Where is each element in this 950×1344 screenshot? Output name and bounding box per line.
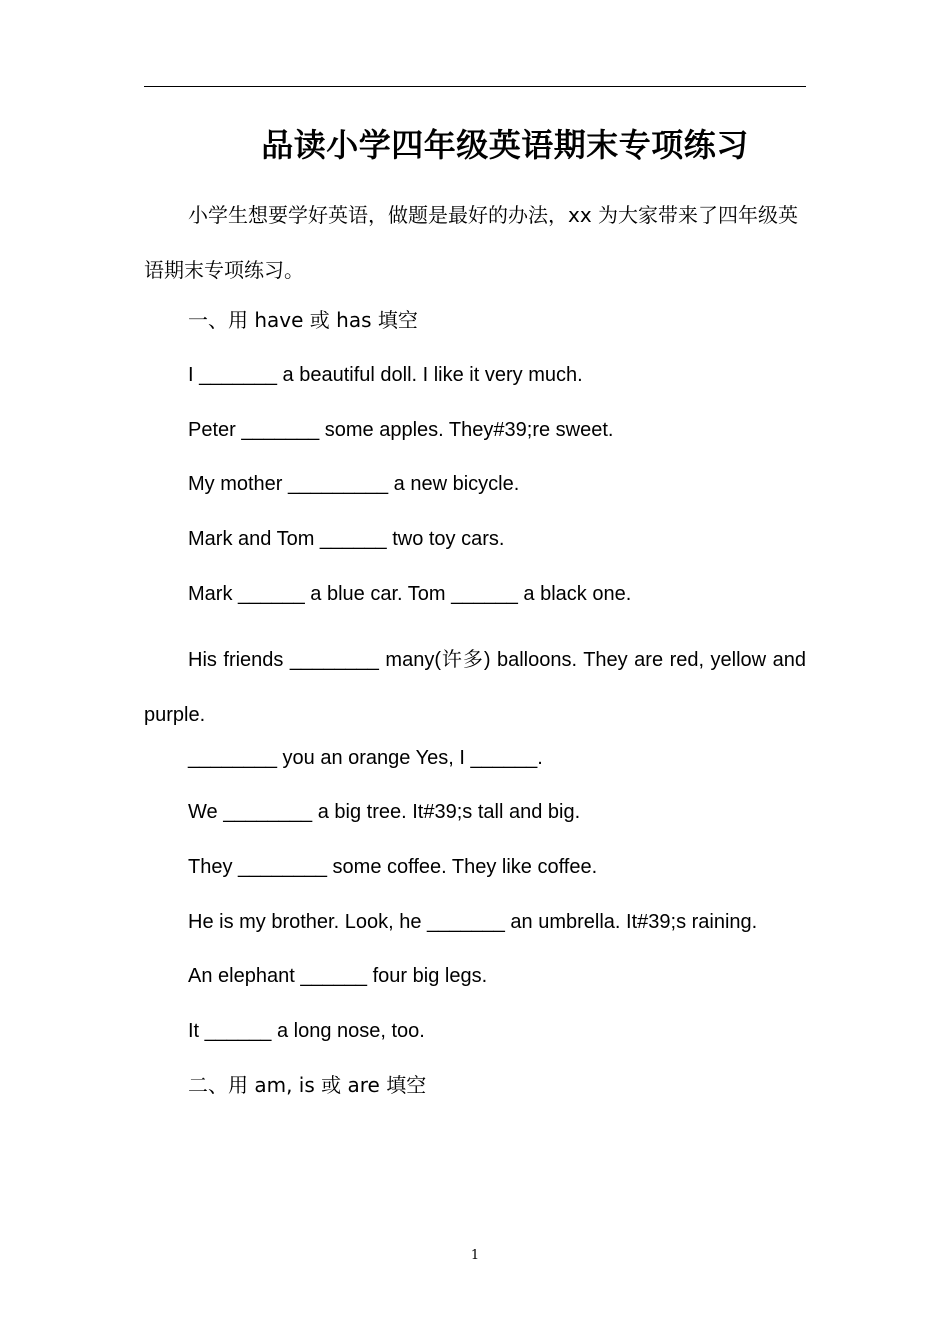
page-title: 品读小学四年级英语期末专项练习 — [261, 126, 749, 164]
exercise-item: ________ you an orange Yes, I ______. — [188, 747, 543, 769]
exercise-item: Peter _______ some apples. They#39;re sweet. — [188, 419, 614, 441]
exercise-item: Mark and Tom ______ two toy cars. — [188, 528, 505, 550]
section-heading-2: 二、用 am, is 或 are 填空 — [188, 1073, 427, 1097]
exercise-item: I _______ a beautiful doll. I like it very much. — [188, 364, 583, 386]
exercise-item: My mother _________ a new bicycle. — [188, 473, 520, 495]
section-heading-1: 一、用 have 或 has 填空 — [188, 308, 418, 332]
header-rule — [144, 86, 806, 87]
exercise-item: It ______ a long nose, too. — [188, 1020, 425, 1042]
exercise-item: An elephant ______ four big legs. — [188, 965, 488, 987]
exercise-item: His friends ________ many(许多) balloons. They are red, yellow and purple. — [144, 649, 806, 726]
page-number: 1 — [470, 1248, 480, 1263]
intro-paragraph: 小学生想要学好英语，做题是最好的办法，xx 为大家带来了四年级英语期末专项练习。 — [144, 203, 799, 282]
exercise-item: We ________ a big tree. It#39;s tall and big. — [188, 801, 581, 823]
exercise-item: They ________ some coffee. They like coffee. — [188, 856, 598, 878]
exercise-item: Mark ______ a blue car. Tom ______ a black one. — [188, 583, 632, 605]
exercise-item: He is my brother. Look, he _______ an umbrella. It#39;s raining. — [188, 911, 758, 933]
